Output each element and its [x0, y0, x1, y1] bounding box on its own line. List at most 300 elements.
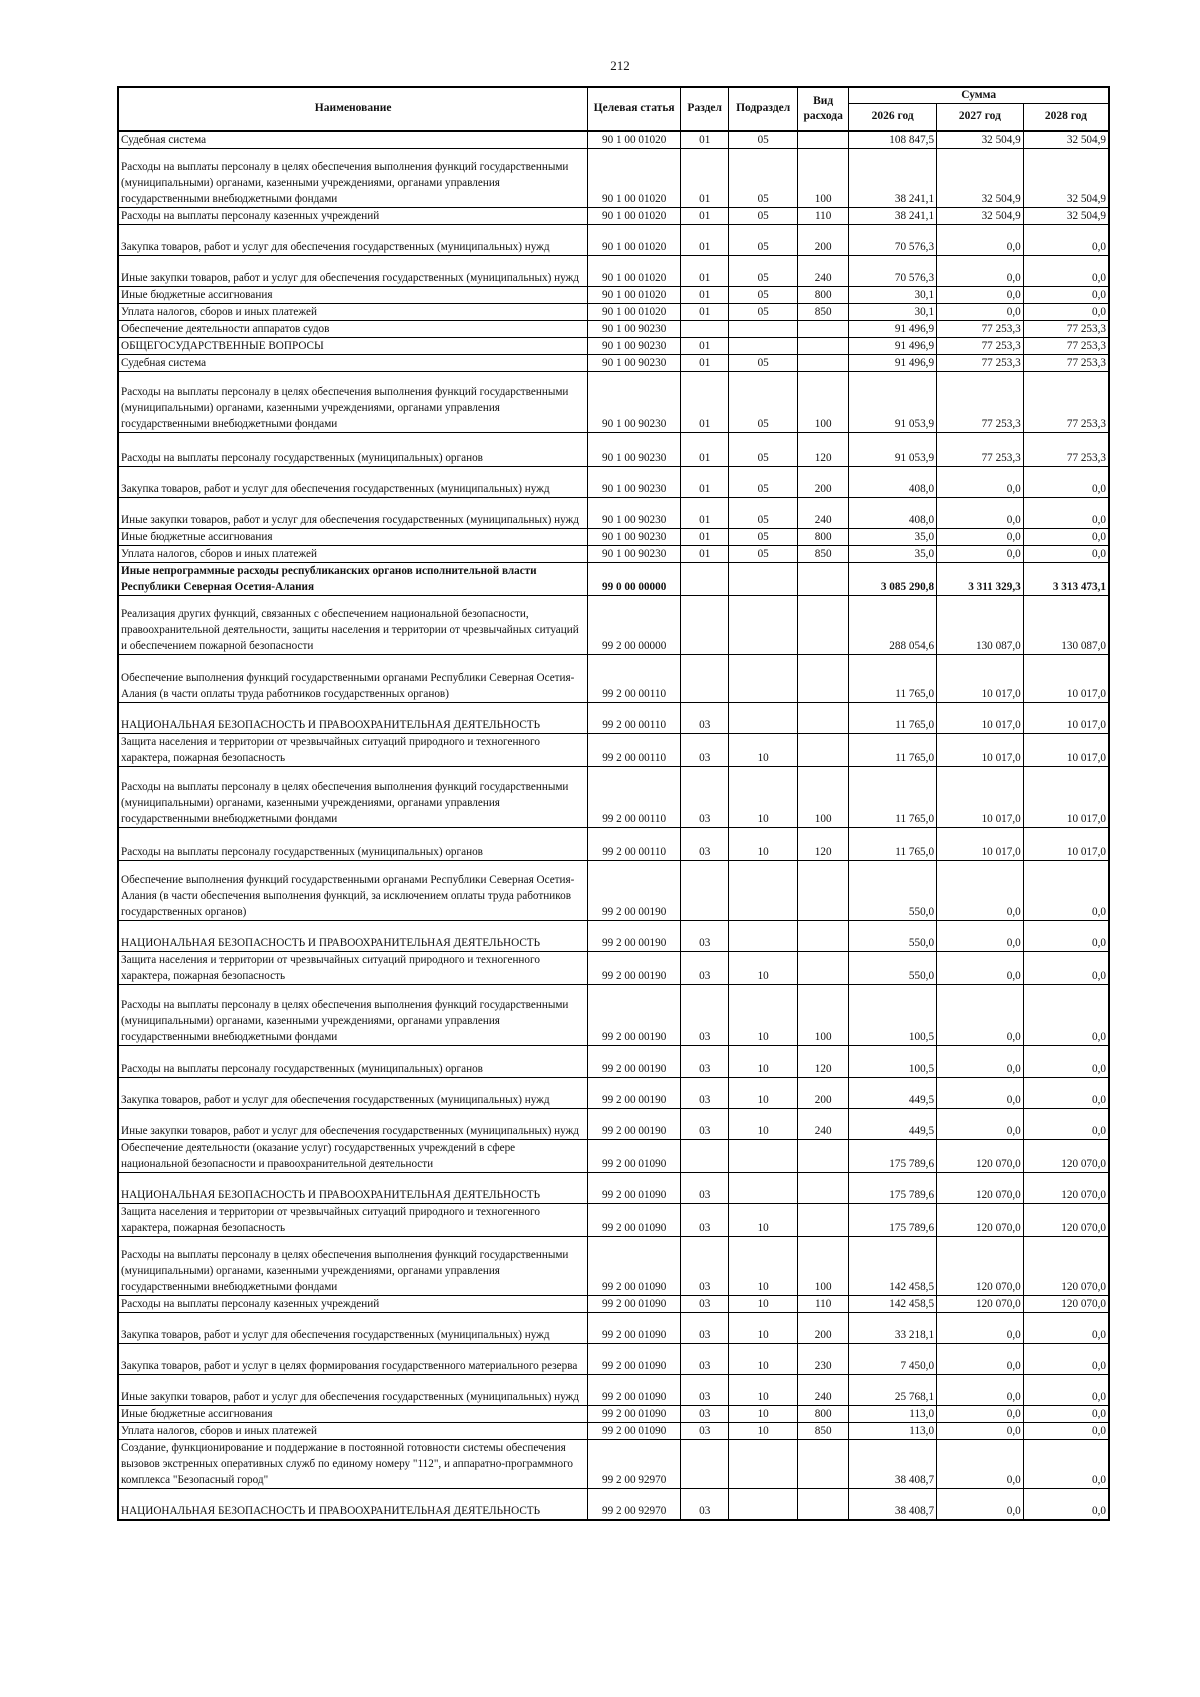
row-sum-2028: 0,0 [1023, 861, 1109, 921]
row-sum-2026: 100,5 [849, 985, 937, 1046]
row-exp-type [797, 952, 848, 985]
row-exp-type [797, 131, 848, 149]
row-section: 01 [681, 338, 729, 355]
row-sum-2026: 11 765,0 [849, 828, 937, 861]
table-row [118, 952, 1109, 985]
row-sum-2026: 38 408,7 [849, 1489, 937, 1520]
table-row [118, 1344, 1109, 1375]
row-name: Иные закупки товаров, работ и услуг для обеспечения государственных (муниципальных) нужд [118, 1375, 588, 1406]
row-target-code: 90 1 00 90230 [588, 338, 681, 355]
row-section: 03 [681, 1078, 729, 1109]
row-exp-type [797, 861, 848, 921]
row-exp-type [797, 338, 848, 355]
header-2027: 2027 год [937, 104, 1024, 131]
header-exp-type: Вид расхода [797, 87, 848, 131]
row-sum-2026: 449,5 [849, 1109, 937, 1140]
table-row [118, 208, 1109, 225]
row-target-code: 99 2 00 92970 [588, 1440, 681, 1489]
row-sum-2026: 38 241,1 [849, 149, 937, 208]
header-subsection: Подраздел [729, 87, 798, 131]
row-exp-type: 120 [797, 433, 848, 467]
table-row [118, 703, 1109, 734]
row-target-code: 99 2 00 01090 [588, 1237, 681, 1296]
row-exp-type [797, 921, 848, 952]
row-target-code: 99 0 00 00000 [588, 563, 681, 596]
row-sum-2027: 0,0 [937, 225, 1024, 256]
row-subsection: 10 [729, 734, 798, 767]
row-sum-2027: 77 253,3 [937, 372, 1024, 433]
row-sum-2028: 77 253,3 [1023, 355, 1109, 372]
row-section: 01 [681, 256, 729, 287]
row-name: Иные бюджетные ассигнования [118, 1406, 588, 1423]
row-sum-2028: 10 017,0 [1023, 703, 1109, 734]
table-row [118, 287, 1109, 304]
row-exp-type [797, 321, 848, 338]
row-sum-2027: 0,0 [937, 1406, 1024, 1423]
row-section [681, 655, 729, 703]
row-name: Расходы на выплаты персоналу в целях обеспечения выполнения функций государственными (муниципальными) органами, казенными учреждениями, органами управления государственными внебюджетными фондами [118, 1237, 588, 1296]
row-sum-2028: 0,0 [1023, 921, 1109, 952]
row-subsection [729, 703, 798, 734]
page-number: 212 [610, 58, 630, 73]
row-subsection: 05 [729, 287, 798, 304]
row-subsection: 05 [729, 256, 798, 287]
row-subsection: 05 [729, 372, 798, 433]
row-name: Иные закупки товаров, работ и услуг для обеспечения государственных (муниципальных) нужд [118, 256, 588, 287]
row-sum-2026: 30,1 [849, 287, 937, 304]
row-sum-2028: 0,0 [1023, 225, 1109, 256]
row-sum-2027: 32 504,9 [937, 149, 1024, 208]
row-sum-2026: 113,0 [849, 1423, 937, 1440]
header-section: Раздел [681, 87, 729, 131]
table-header [118, 87, 1109, 131]
row-name: Закупка товаров, работ и услуг для обеспечения государственных (муниципальных) нужд [118, 1078, 588, 1109]
row-sum-2027: 0,0 [937, 498, 1024, 529]
row-sum-2026: 38 408,7 [849, 1440, 937, 1489]
row-subsection: 05 [729, 498, 798, 529]
row-sum-2027: 0,0 [937, 1440, 1024, 1489]
row-sum-2026: 408,0 [849, 498, 937, 529]
row-exp-type: 200 [797, 225, 848, 256]
table-row [118, 529, 1109, 546]
row-exp-type: 200 [797, 1078, 848, 1109]
row-subsection: 10 [729, 828, 798, 861]
row-sum-2026: 38 241,1 [849, 208, 937, 225]
row-name: Обеспечение выполнения функций государственными органами Республики Северная Осетия-Алания (в части обеспечения выполнения функций, за исключением оплаты труда работников государственных органов) [118, 861, 588, 921]
row-section: 03 [681, 1237, 729, 1296]
row-target-code: 99 2 00 00190 [588, 1046, 681, 1078]
row-subsection: 05 [729, 225, 798, 256]
row-name: Расходы на выплаты персоналу в целях обеспечения выполнения функций государственными (муниципальными) органами, казенными учреждениями, органами управления государственными внебюджетными фондами [118, 985, 588, 1046]
row-exp-type [797, 596, 848, 655]
row-section [681, 596, 729, 655]
row-name: Расходы на выплаты персоналу государственных (муниципальных) органов [118, 1046, 588, 1078]
row-section [681, 321, 729, 338]
row-sum-2028: 0,0 [1023, 1046, 1109, 1078]
row-sum-2026: 550,0 [849, 921, 937, 952]
row-sum-2028: 0,0 [1023, 529, 1109, 546]
row-sum-2028: 120 070,0 [1023, 1296, 1109, 1313]
row-subsection: 10 [729, 1344, 798, 1375]
row-sum-2027: 0,0 [937, 861, 1024, 921]
row-sum-2028: 32 504,9 [1023, 208, 1109, 225]
table-row [118, 861, 1109, 921]
row-name: Судебная система [118, 131, 588, 149]
row-sum-2026: 288 054,6 [849, 596, 937, 655]
row-section [681, 563, 729, 596]
row-sum-2027: 10 017,0 [937, 767, 1024, 828]
table-row [118, 546, 1109, 563]
table-row [118, 734, 1109, 767]
table-row [118, 1440, 1109, 1489]
row-exp-type: 100 [797, 985, 848, 1046]
row-exp-type: 100 [797, 372, 848, 433]
row-exp-type: 850 [797, 1423, 848, 1440]
row-sum-2026: 11 765,0 [849, 767, 937, 828]
table-row [118, 1204, 1109, 1237]
row-exp-type: 800 [797, 1406, 848, 1423]
row-section [681, 861, 729, 921]
row-name: Расходы на выплаты персоналу в целях обеспечения выполнения функций государственными (муниципальными) органами, казенными учреждениями, органами управления государственными внебюджетными фондами [118, 149, 588, 208]
row-name: Закупка товаров, работ и услуг в целях формирования государственного материального резерва [118, 1344, 588, 1375]
row-sum-2027: 120 070,0 [937, 1173, 1024, 1204]
row-exp-type: 240 [797, 256, 848, 287]
row-name: НАЦИОНАЛЬНАЯ БЕЗОПАСНОСТЬ И ПРАВООХРАНИТЕЛЬНАЯ ДЕЯТЕЛЬНОСТЬ [118, 921, 588, 952]
row-section: 01 [681, 372, 729, 433]
row-sum-2026: 7 450,0 [849, 1344, 937, 1375]
table-body [118, 131, 1109, 1520]
table-row [118, 655, 1109, 703]
row-sum-2028: 32 504,9 [1023, 131, 1109, 149]
row-name: Расходы на выплаты персоналу в целях обеспечения выполнения функций государственными (муниципальными) органами, казенными учреждениями, органами управления государственными внебюджетными фондами [118, 767, 588, 828]
row-exp-type: 100 [797, 149, 848, 208]
row-sum-2026: 33 218,1 [849, 1313, 937, 1344]
table-row [118, 828, 1109, 861]
row-section: 03 [681, 828, 729, 861]
row-target-code: 90 1 00 01020 [588, 131, 681, 149]
row-sum-2026: 11 765,0 [849, 703, 937, 734]
row-sum-2028: 0,0 [1023, 1440, 1109, 1489]
row-sum-2027: 77 253,3 [937, 433, 1024, 467]
row-name: Расходы на выплаты персоналу государственных (муниципальных) органов [118, 828, 588, 861]
row-subsection: 05 [729, 433, 798, 467]
row-section [681, 1140, 729, 1173]
row-sum-2026: 142 458,5 [849, 1237, 937, 1296]
budget-table [117, 86, 1110, 1521]
table-row [118, 985, 1109, 1046]
row-target-code: 90 1 00 90230 [588, 529, 681, 546]
row-sum-2027: 120 070,0 [937, 1140, 1024, 1173]
row-exp-type: 100 [797, 1237, 848, 1296]
row-name: Защита населения и территории от чрезвычайных ситуаций природного и техногенного характера, пожарная безопасность [118, 952, 588, 985]
row-subsection [729, 1440, 798, 1489]
table-row [118, 1140, 1109, 1173]
row-subsection: 05 [729, 467, 798, 498]
row-section: 03 [681, 1046, 729, 1078]
row-name: Обеспечение деятельности аппаратов судов [118, 321, 588, 338]
table-row [118, 1237, 1109, 1296]
row-sum-2026: 11 765,0 [849, 655, 937, 703]
row-subsection: 10 [729, 1406, 798, 1423]
row-sum-2028: 0,0 [1023, 952, 1109, 985]
row-sum-2027: 120 070,0 [937, 1296, 1024, 1313]
row-sum-2028: 0,0 [1023, 467, 1109, 498]
row-sum-2026: 35,0 [849, 546, 937, 563]
row-subsection: 10 [729, 1296, 798, 1313]
table-row [118, 304, 1109, 321]
row-subsection: 10 [729, 767, 798, 828]
row-sum-2028: 10 017,0 [1023, 734, 1109, 767]
row-target-code: 99 2 00 01090 [588, 1344, 681, 1375]
row-subsection [729, 338, 798, 355]
table-row [118, 1078, 1109, 1109]
row-exp-type: 120 [797, 828, 848, 861]
table-row [118, 256, 1109, 287]
row-target-code: 99 2 00 01090 [588, 1375, 681, 1406]
table-row [118, 1406, 1109, 1423]
row-section: 01 [681, 131, 729, 149]
row-name: Обеспечение деятельности (оказание услуг) государственных учреждений в сфере национальной безопасности и правоохранительной деятельности [118, 1140, 588, 1173]
row-sum-2028: 0,0 [1023, 1109, 1109, 1140]
table-row [118, 1109, 1109, 1140]
row-sum-2027: 10 017,0 [937, 734, 1024, 767]
row-subsection: 05 [729, 355, 798, 372]
row-exp-type [797, 563, 848, 596]
row-target-code: 99 2 00 00110 [588, 734, 681, 767]
row-sum-2027: 0,0 [937, 921, 1024, 952]
row-sum-2028: 0,0 [1023, 1078, 1109, 1109]
row-subsection [729, 563, 798, 596]
row-target-code: 99 2 00 00110 [588, 703, 681, 734]
row-name: Защита населения и территории от чрезвычайных ситуаций природного и техногенного характера, пожарная безопасность [118, 734, 588, 767]
row-section: 03 [681, 703, 729, 734]
row-section: 01 [681, 498, 729, 529]
row-sum-2028: 0,0 [1023, 546, 1109, 563]
table-row [118, 1489, 1109, 1520]
row-section: 03 [681, 1375, 729, 1406]
row-exp-type: 240 [797, 498, 848, 529]
row-name: Закупка товаров, работ и услуг для обеспечения государственных (муниципальных) нужд [118, 467, 588, 498]
row-sum-2027: 77 253,3 [937, 338, 1024, 355]
row-section: 03 [681, 1423, 729, 1440]
row-sum-2026: 35,0 [849, 529, 937, 546]
row-sum-2026: 25 768,1 [849, 1375, 937, 1406]
row-exp-type [797, 1140, 848, 1173]
row-name: НАЦИОНАЛЬНАЯ БЕЗОПАСНОСТЬ И ПРАВООХРАНИТЕЛЬНАЯ ДЕЯТЕЛЬНОСТЬ [118, 1173, 588, 1204]
row-subsection: 05 [729, 304, 798, 321]
row-section: 03 [681, 985, 729, 1046]
row-sum-2026: 91 496,9 [849, 321, 937, 338]
row-name: ОБЩЕГОСУДАРСТВЕННЫЕ ВОПРОСЫ [118, 338, 588, 355]
row-subsection: 10 [729, 1375, 798, 1406]
row-subsection: 05 [729, 529, 798, 546]
row-sum-2028: 0,0 [1023, 1344, 1109, 1375]
row-target-code: 90 1 00 01020 [588, 304, 681, 321]
row-sum-2027: 0,0 [937, 1375, 1024, 1406]
row-target-code: 99 2 00 00190 [588, 921, 681, 952]
row-sum-2026: 70 576,3 [849, 225, 937, 256]
row-sum-2028: 120 070,0 [1023, 1237, 1109, 1296]
row-section: 01 [681, 304, 729, 321]
row-exp-type [797, 655, 848, 703]
table-row [118, 921, 1109, 952]
row-sum-2027: 0,0 [937, 256, 1024, 287]
row-sum-2027: 120 070,0 [937, 1204, 1024, 1237]
row-target-code: 99 2 00 01090 [588, 1296, 681, 1313]
row-sum-2027: 130 087,0 [937, 596, 1024, 655]
row-sum-2026: 70 576,3 [849, 256, 937, 287]
row-subsection [729, 655, 798, 703]
row-name: НАЦИОНАЛЬНАЯ БЕЗОПАСНОСТЬ И ПРАВООХРАНИТЕЛЬНАЯ ДЕЯТЕЛЬНОСТЬ [118, 703, 588, 734]
row-exp-type [797, 1173, 848, 1204]
table-row [118, 1375, 1109, 1406]
table-row [118, 467, 1109, 498]
row-name: Уплата налогов, сборов и иных платежей [118, 546, 588, 563]
row-sum-2027: 32 504,9 [937, 208, 1024, 225]
row-sum-2027: 10 017,0 [937, 828, 1024, 861]
row-section: 03 [681, 1344, 729, 1375]
table-row [118, 131, 1109, 149]
row-sum-2028: 0,0 [1023, 256, 1109, 287]
table-row [118, 355, 1109, 372]
row-sum-2026: 142 458,5 [849, 1296, 937, 1313]
row-target-code: 99 2 00 00110 [588, 828, 681, 861]
row-subsection: 05 [729, 149, 798, 208]
row-sum-2026: 550,0 [849, 952, 937, 985]
row-target-code: 90 1 00 01020 [588, 149, 681, 208]
row-sum-2027: 0,0 [937, 1078, 1024, 1109]
row-subsection [729, 1173, 798, 1204]
row-name: Обеспечение выполнения функций государственными органами Республики Северная Осетия-Алания (в части оплаты труда работников государственных органов) [118, 655, 588, 703]
row-sum-2026: 91 053,9 [849, 372, 937, 433]
table-row [118, 563, 1109, 596]
row-section: 03 [681, 1296, 729, 1313]
row-subsection [729, 1489, 798, 1520]
table-row [118, 225, 1109, 256]
row-subsection [729, 321, 798, 338]
row-sum-2027: 0,0 [937, 467, 1024, 498]
row-section: 01 [681, 208, 729, 225]
row-subsection: 10 [729, 952, 798, 985]
row-exp-type [797, 1204, 848, 1237]
row-exp-type: 240 [797, 1375, 848, 1406]
row-target-code: 99 2 00 00110 [588, 655, 681, 703]
row-exp-type [797, 1440, 848, 1489]
row-name: НАЦИОНАЛЬНАЯ БЕЗОПАСНОСТЬ И ПРАВООХРАНИТЕЛЬНАЯ ДЕЯТЕЛЬНОСТЬ [118, 1489, 588, 1520]
row-sum-2026: 11 765,0 [849, 734, 937, 767]
row-sum-2028: 10 017,0 [1023, 767, 1109, 828]
row-sum-2027: 0,0 [937, 287, 1024, 304]
table-row [118, 1423, 1109, 1440]
row-sum-2028: 120 070,0 [1023, 1173, 1109, 1204]
row-name: Закупка товаров, работ и услуг для обеспечения государственных (муниципальных) нужд [118, 225, 588, 256]
row-target-code: 90 1 00 90230 [588, 355, 681, 372]
row-name: Иные бюджетные ассигнования [118, 529, 588, 546]
row-sum-2028: 0,0 [1023, 1489, 1109, 1520]
row-sum-2026: 91 496,9 [849, 338, 937, 355]
row-sum-2028: 0,0 [1023, 287, 1109, 304]
row-sum-2028: 0,0 [1023, 1406, 1109, 1423]
row-sum-2028: 10 017,0 [1023, 828, 1109, 861]
row-target-code: 99 2 00 01090 [588, 1204, 681, 1237]
row-exp-type: 850 [797, 304, 848, 321]
row-target-code: 99 2 00 01090 [588, 1140, 681, 1173]
table-row [118, 767, 1109, 828]
row-subsection: 10 [729, 1423, 798, 1440]
row-sum-2028: 120 070,0 [1023, 1140, 1109, 1173]
row-target-code: 99 2 00 00110 [588, 767, 681, 828]
row-section: 01 [681, 529, 729, 546]
row-exp-type: 200 [797, 1313, 848, 1344]
row-sum-2028: 3 313 473,1 [1023, 563, 1109, 596]
table-row [118, 433, 1109, 467]
row-sum-2026: 175 789,6 [849, 1204, 937, 1237]
row-sum-2027: 0,0 [937, 1109, 1024, 1140]
row-name: Уплата налогов, сборов и иных платежей [118, 304, 588, 321]
row-exp-type: 800 [797, 529, 848, 546]
row-sum-2027: 0,0 [937, 985, 1024, 1046]
row-section: 01 [681, 287, 729, 304]
header-name: Наименование [118, 87, 588, 131]
row-exp-type [797, 734, 848, 767]
table-row [118, 338, 1109, 355]
table-row [118, 372, 1109, 433]
row-sum-2028: 0,0 [1023, 304, 1109, 321]
row-section: 01 [681, 433, 729, 467]
table-row [118, 1313, 1109, 1344]
row-sum-2027: 0,0 [937, 304, 1024, 321]
row-name: Расходы на выплаты персоналу государственных (муниципальных) органов [118, 433, 588, 467]
row-section: 03 [681, 1489, 729, 1520]
row-sum-2028: 0,0 [1023, 1423, 1109, 1440]
row-target-code: 99 2 00 00000 [588, 596, 681, 655]
row-sum-2028: 0,0 [1023, 1313, 1109, 1344]
row-exp-type: 100 [797, 767, 848, 828]
row-section: 03 [681, 952, 729, 985]
row-sum-2027: 77 253,3 [937, 321, 1024, 338]
row-subsection: 05 [729, 131, 798, 149]
row-target-code: 99 2 00 01090 [588, 1406, 681, 1423]
row-section: 01 [681, 225, 729, 256]
row-section: 01 [681, 467, 729, 498]
row-exp-type: 240 [797, 1109, 848, 1140]
row-sum-2026: 113,0 [849, 1406, 937, 1423]
row-section [681, 1440, 729, 1489]
row-name: Реализация других функций, связанных с обеспечением национальной безопасности, правоохранительной деятельности, защиты населения и территории от чрезвычайных ситуаций и обеспечением пожарной безопасности [118, 596, 588, 655]
row-target-code: 90 1 00 90230 [588, 372, 681, 433]
row-target-code: 90 1 00 01020 [588, 225, 681, 256]
row-sum-2027: 32 504,9 [937, 131, 1024, 149]
row-sum-2027: 10 017,0 [937, 703, 1024, 734]
row-sum-2026: 449,5 [849, 1078, 937, 1109]
row-section: 01 [681, 546, 729, 563]
row-name: Расходы на выплаты персоналу казенных учреждений [118, 208, 588, 225]
row-sum-2028: 0,0 [1023, 1375, 1109, 1406]
row-section: 03 [681, 1109, 729, 1140]
row-exp-type [797, 703, 848, 734]
row-target-code: 90 1 00 01020 [588, 208, 681, 225]
row-target-code: 90 1 00 90230 [588, 467, 681, 498]
header-2026: 2026 год [849, 104, 937, 131]
row-exp-type: 200 [797, 467, 848, 498]
row-target-code: 99 2 00 00190 [588, 952, 681, 985]
row-section: 03 [681, 1313, 729, 1344]
row-subsection [729, 921, 798, 952]
row-sum-2027: 0,0 [937, 1046, 1024, 1078]
row-sum-2026: 408,0 [849, 467, 937, 498]
row-sum-2027: 0,0 [937, 1344, 1024, 1375]
row-name: Уплата налогов, сборов и иных платежей [118, 1423, 588, 1440]
